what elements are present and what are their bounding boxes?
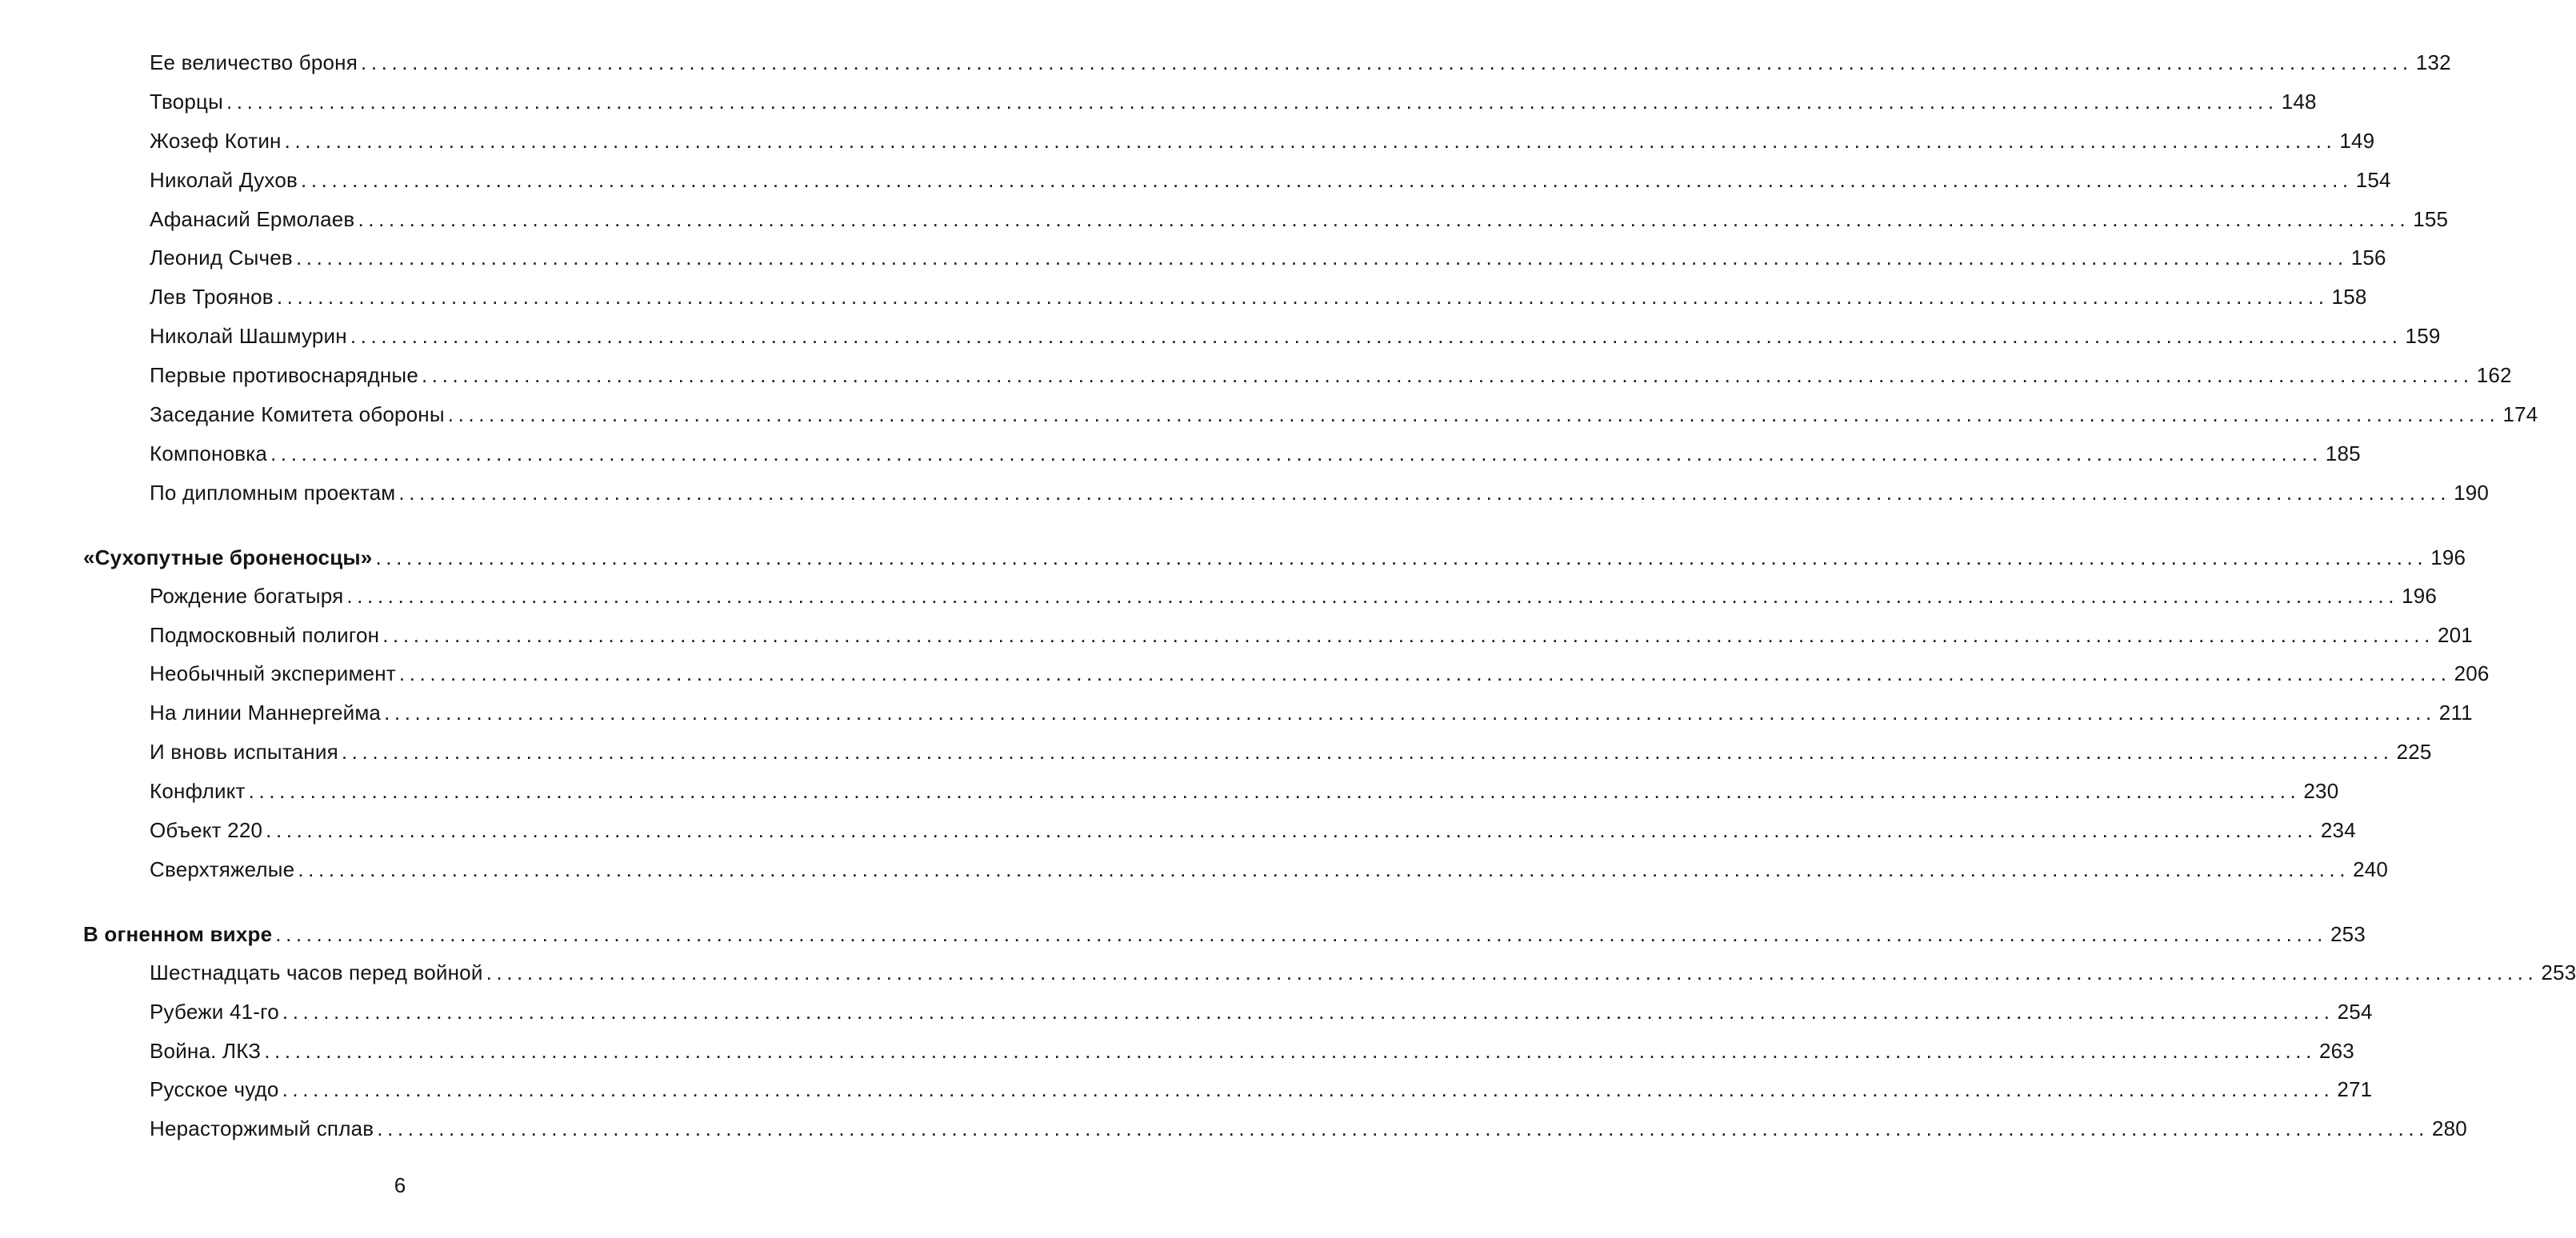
toc-entry	[150, 434, 2361, 473]
toc-entry-title: Первые противоснарядные	[150, 363, 418, 388]
dot-leader: ........................................................................................................................................................................................................	[275, 921, 2327, 946]
toc-entry-title: Компоновка	[150, 441, 268, 465]
toc-entry-title: На линии Маннергейма	[150, 701, 382, 725]
toc-entry	[150, 161, 2391, 200]
toc-entry-title: Конфликт	[150, 779, 246, 804]
toc-entry	[150, 693, 2473, 733]
toc-entry	[150, 43, 2451, 82]
toc-entry-title: Шестнадцать часов перед войной	[150, 960, 483, 984]
toc-entry-title: Необычный эксперимент	[150, 661, 396, 686]
dot-leader: ........................................................................................................................................................................................................	[358, 206, 2410, 231]
toc-entry	[150, 811, 2356, 850]
toc-entry-title: Лев Троянов	[150, 285, 274, 310]
dot-leader: ........................................................................................................................................................................................................	[341, 740, 2394, 765]
dot-leader: ........................................................................................................................................................................................................	[248, 779, 2301, 804]
dot-leader: ........................................................................................................................................................................................................	[226, 89, 2278, 114]
toc-entry	[150, 654, 2490, 693]
dot-leader: ........................................................................................................................................................................................................	[377, 1116, 2429, 1141]
toc-section	[0, 43, 2538, 513]
toc-entry-page: 159	[2405, 324, 2441, 349]
toc-entry	[150, 1070, 2373, 1109]
toc-entry-page: 225	[2396, 740, 2432, 765]
toc-entry-title: Афанасий Ермолаев	[150, 206, 355, 231]
toc-entry	[150, 1109, 2467, 1148]
toc-entry	[150, 238, 2386, 278]
toc-entry-title: Творцы	[150, 89, 223, 114]
toc-entry	[150, 992, 2373, 1032]
toc-entry-page: 280	[2431, 1116, 2467, 1141]
toc-entry-title: Заседание Комитета обороны	[150, 402, 445, 427]
dot-leader: ........................................................................................................................................................................................................	[264, 1038, 2316, 1063]
toc-entry-title: Война. ЛКЗ	[150, 1038, 262, 1063]
dot-leader: ........................................................................................................................................................................................................	[382, 622, 2434, 647]
dot-leader: ........................................................................................................................................................................................................	[295, 246, 2348, 270]
toc-section-heading	[83, 538, 2466, 577]
toc-entry-page: 190	[2454, 480, 2490, 505]
toc-entry-title: По дипломным проектам	[150, 480, 396, 505]
toc-entry	[150, 772, 2339, 811]
toc-entry-title: Николай Духов	[150, 167, 298, 192]
toc-entry-page: 148	[2281, 89, 2317, 114]
dot-leader: ........................................................................................................................................................................................................	[384, 701, 2436, 725]
toc-entry-title: Ее величество броня	[150, 50, 358, 74]
toc-entry-page: 132	[2415, 50, 2451, 74]
toc-entry-page: 149	[2339, 128, 2375, 153]
toc-entry-page: 155	[2413, 206, 2449, 231]
table-of-contents	[0, 43, 2576, 1148]
toc-entry-page: 158	[2331, 285, 2367, 310]
toc-entry-title: Нерасторжимый сплав	[150, 1116, 374, 1141]
toc-entry-title: Рождение богатыря	[150, 583, 344, 608]
toc-entry	[150, 733, 2432, 772]
dot-leader: ........................................................................................................................................................................................................	[282, 1077, 2334, 1102]
dot-leader: ........................................................................................................................................................................................................	[284, 128, 2337, 153]
dot-leader: ........................................................................................................................................................................................................	[346, 583, 2399, 608]
toc-entry-title: Объект 220	[150, 818, 263, 843]
toc-entry-page: 234	[2320, 818, 2356, 843]
toc-entry	[150, 577, 2438, 616]
toc-entry-page: 174	[2502, 402, 2538, 427]
dot-leader: ........................................................................................................................................................................................................	[398, 480, 2451, 505]
toc-entry-page: 196	[2430, 545, 2466, 569]
toc-entry-page: 185	[2325, 441, 2361, 465]
toc-entry-page: 196	[2402, 583, 2438, 608]
toc-entry-title: Леонид Сычев	[150, 246, 293, 270]
dot-leader: ........................................................................................................................................................................................................	[298, 857, 2350, 881]
toc-entry-page: 162	[2476, 363, 2512, 388]
toc-entry-title: Николай Шашмурин	[150, 324, 347, 349]
toc-entry-page: 253	[2330, 921, 2366, 946]
toc-entry-title: И вновь испытания	[150, 740, 338, 765]
toc-entry-title: В огненном вихре	[83, 921, 273, 946]
toc-entry	[150, 395, 2538, 434]
toc-entry	[150, 122, 2375, 161]
dot-leader: ........................................................................................................................................................................................................	[486, 960, 2538, 984]
toc-entry	[150, 616, 2473, 655]
toc-entry	[150, 356, 2512, 395]
dot-leader: ........................................................................................................................................................................................................	[301, 167, 2353, 192]
toc-entry-page: 253	[2541, 960, 2576, 984]
toc-entry-title: Рубежи 41-го	[150, 999, 279, 1024]
dot-leader: ........................................................................................................................................................................................................	[282, 999, 2334, 1024]
dot-leader: ........................................................................................................................................................................................................	[361, 50, 2413, 74]
dot-leader: ........................................................................................................................................................................................................	[276, 285, 2329, 310]
dot-leader: ........................................................................................................................................................................................................	[447, 402, 2500, 427]
dot-leader: ........................................................................................................................................................................................................	[350, 324, 2402, 349]
toc-entry-page: 271	[2337, 1077, 2373, 1102]
toc-entry-title: «Сухопутные броненосцы»	[83, 545, 373, 569]
page-number: 6	[394, 1173, 406, 1197]
toc-entry-page: 156	[2350, 246, 2386, 270]
toc-section-heading	[83, 915, 2366, 953]
toc-entry-page: 254	[2337, 999, 2373, 1024]
toc-entry-page: 240	[2353, 857, 2389, 881]
toc-entry	[150, 1032, 2354, 1071]
toc-section	[0, 915, 2576, 1148]
toc-entry	[150, 82, 2317, 122]
toc-entry-page: 211	[2438, 701, 2473, 725]
dot-leader: ........................................................................................................................................................................................................	[421, 363, 2474, 388]
toc-entry	[150, 278, 2367, 317]
toc-entry	[150, 850, 2389, 889]
dot-leader: ........................................................................................................................................................................................................	[398, 661, 2451, 686]
toc-entry-title: Жозеф Котин	[150, 128, 282, 153]
toc-entry-page: 263	[2318, 1038, 2354, 1063]
toc-entry	[150, 473, 2490, 513]
toc-entry	[150, 953, 2576, 992]
toc-entry-title: Русское чудо	[150, 1077, 279, 1102]
toc-entry-title: Подмосковный полигон	[150, 622, 380, 647]
toc-entry-page: 154	[2355, 167, 2391, 192]
dot-leader: ........................................................................................................................................................................................................	[375, 545, 2428, 569]
toc-section	[0, 538, 2490, 889]
toc-entry-page: 230	[2303, 779, 2339, 804]
toc-entry	[150, 200, 2449, 239]
toc-entry-page: 206	[2454, 661, 2490, 686]
toc-entry-title: Сверхтяжелые	[150, 857, 295, 881]
toc-entry-page: 201	[2437, 622, 2473, 647]
dot-leader: ........................................................................................................................................................................................................	[266, 818, 2318, 843]
toc-entry	[150, 317, 2441, 356]
dot-leader: ........................................................................................................................................................................................................	[270, 441, 2322, 465]
